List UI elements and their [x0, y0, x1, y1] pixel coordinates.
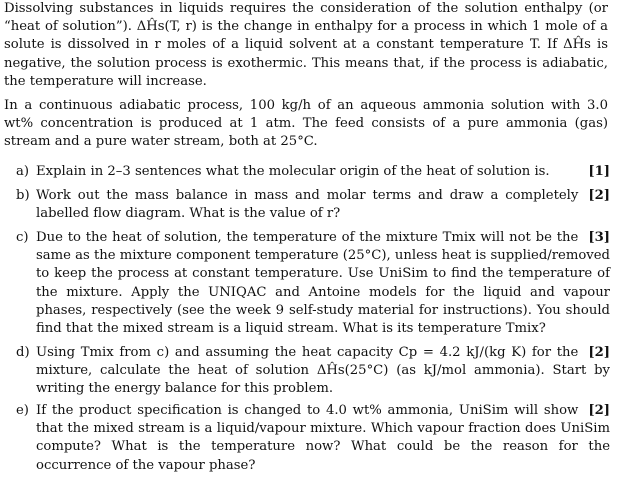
- question-e-label: e): [16, 403, 29, 418]
- question-b: [16, 187, 610, 223]
- question-b-marks: [2]: [588, 188, 610, 203]
- question-e: [16, 402, 610, 475]
- question-a-label: a): [16, 164, 30, 179]
- question-e-marks: [2]: [588, 403, 610, 418]
- question-c-text: Due to the heat of solution, the temperature of the mixture Tmix will not be the same as the mixture component temperature (25°C), unless heat is supplied/removed to keep the process at constant temperature. Use UniSim to find the temperature of the mixture. Apply the UNIQAC and Antoine models for the liquid and vapour phases, respectively (see the week 9 self-study material for instructions). You should find that the mixed stream is a liquid stream. What is its temperature Tmix?: [36, 230, 610, 337]
- question-e-text: If the product specification is changed to 4.0 wt% ammonia, UniSim will show that the mixed stream is a liquid/vapour mixture. Which vapour fraction does UniSim compute? What is the temperature now? What could be the reason for the occurrence of the vapour phase?: [36, 403, 610, 473]
- intro-paragraph: Dissolving substances in liquids requires the consideration of the solution enthalpy (or “heat of solution”). ΔĤs(T, r) is the change in enthalpy for a process in which 1 mole of a solute is dissolved in r moles of a liquid solvent at a constant temperature T. If ΔĤs is negative, the solution process is exothermic. This means that, if the process is adiabatic, the temperature will increase.: [4, 1, 608, 89]
- question-d-label: d): [16, 345, 30, 360]
- question-c-label: c): [16, 230, 29, 245]
- question-b-label: b): [16, 188, 30, 203]
- question-d-text: Using Tmix from c) and assuming the heat capacity Cp = 4.2 kJ/(kg K) for the mixture, calculate the heat of solution ΔĤs(25°C) (as kJ/mol ammonia). Start by writing the energy balance for this problem.: [36, 345, 610, 397]
- process-description-paragraph: In a continuous adiabatic process, 100 kg/h of an aqueous ammonia solution with 3.0 wt% concentration is produced at 1 atm. The feed consists of a pure ammonia (gas) stream and a pure water stream, both at 25°C.: [4, 98, 608, 150]
- question-d: [16, 344, 610, 399]
- question-a: [16, 163, 610, 181]
- question-a-text: Explain in 2–3 sentences what the molecular origin of the heat of solution is.: [36, 164, 550, 179]
- question-a-marks: [1]: [588, 164, 610, 179]
- question-b-text: Work out the mass balance in mass and molar terms and draw a completely labelled flow diagram. What is the value of r?: [36, 188, 579, 222]
- question-c: [16, 229, 610, 338]
- question-d-marks: [2]: [588, 345, 610, 360]
- question-c-marks: [3]: [588, 230, 610, 245]
